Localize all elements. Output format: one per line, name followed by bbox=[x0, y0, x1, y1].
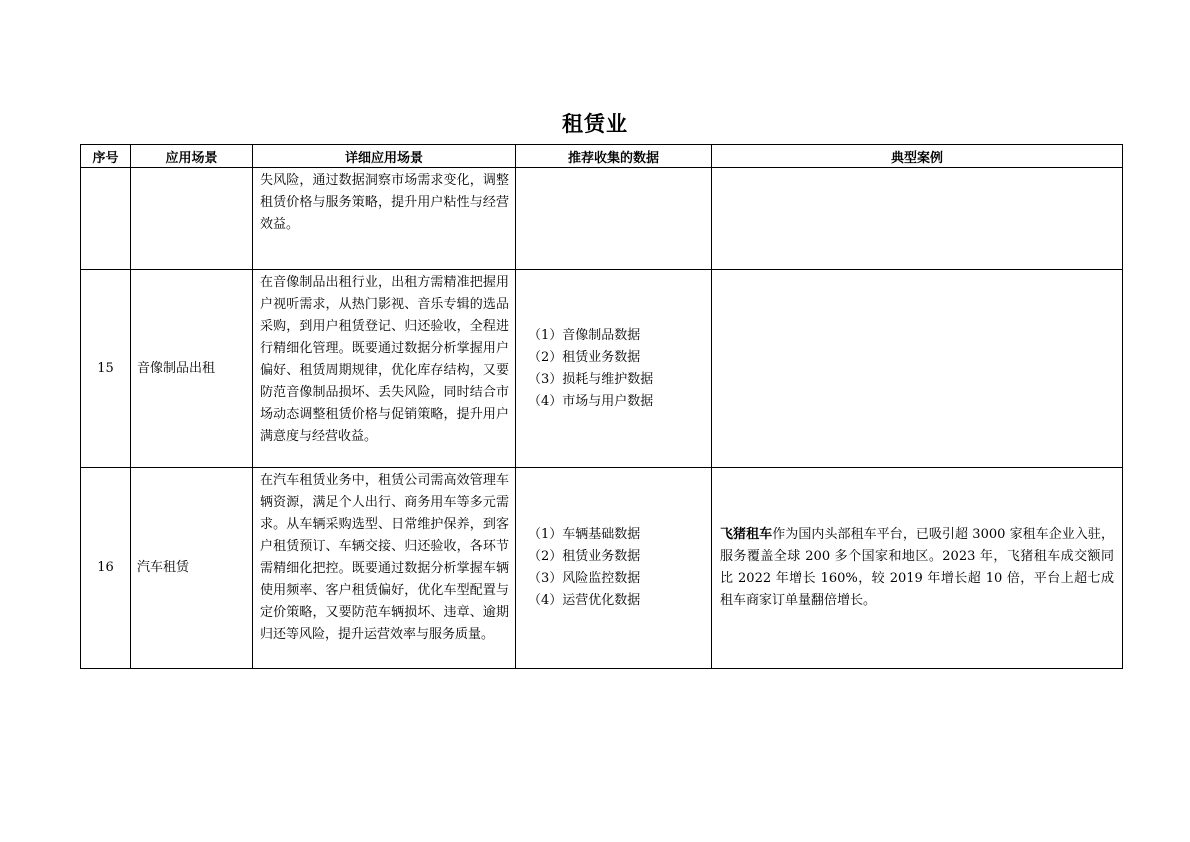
row-no bbox=[81, 168, 131, 270]
table-row bbox=[81, 168, 1123, 270]
row-scene bbox=[131, 168, 253, 270]
row-data bbox=[516, 168, 712, 270]
table-header-row bbox=[81, 145, 1123, 168]
row-detail: 在汽车租赁业务中，租赁公司需高效管理车辆资源，满足个人出行、商务用车等多元需求。从车辆采购选型、日常维护保养，到客户租赁预订、车辆交接、归还验收，各环节需精细化把控。既要通过数据分析掌握车辆使用频率、客户租赁偏好，优化车型配置与定价策略，又要防范车辆损坏、违章、逾期归还等风险，提升运营效率与服务质量。 bbox=[253, 468, 516, 669]
data-item: （4）市场与用户数据 bbox=[528, 393, 654, 409]
row-case bbox=[712, 270, 1123, 468]
data-item: （1）音像制品数据 bbox=[528, 327, 641, 343]
data-item: （4）运营优化数据 bbox=[528, 593, 641, 608]
row-no: 15 bbox=[81, 270, 131, 468]
case-description: 作为国内头部租车平台，已吸引超 3000 家租车企业入驻，服务覆盖全球 200 多个国家和地区。2023 年，飞猪租车成交额同比 2022 年增长 160%，较 2019 年增长超 10 倍，平台上超七成租车商家订单量翻倍增长。 bbox=[720, 527, 1114, 608]
row-scene: 音像制品出租 bbox=[131, 270, 253, 468]
header-detail: 详细应用场景 bbox=[253, 145, 516, 168]
data-item: （3）损耗与维护数据 bbox=[528, 371, 654, 387]
row-scene: 汽车租赁 bbox=[131, 468, 253, 669]
row-no: 16 bbox=[81, 468, 131, 669]
header-data: 推荐收集的数据 bbox=[516, 145, 712, 168]
header-case: 典型案例 bbox=[712, 145, 1123, 168]
header-no: 序号 bbox=[81, 145, 131, 168]
row-data bbox=[516, 468, 712, 669]
case-company-name: 飞猪租车 bbox=[720, 527, 773, 542]
table-row bbox=[81, 468, 1123, 669]
row-detail: 在音像制品出租行业，出租方需精准把握用户视听需求，从热门影视、音乐专辑的选品采购，到用户租赁登记、归还验收，全程进行精细化管理。既要通过数据分析掌握用户偏好、租赁周期规律，优化库存结构，又要防范音像制品损坏、丢失风险，同时结合市场动态调整租赁价格与促销策略，提升用户满意度与经营收益。 bbox=[253, 270, 516, 468]
data-item: （2）租赁业务数据 bbox=[528, 549, 641, 564]
page-title: 租赁业 bbox=[562, 112, 628, 136]
header-scene: 应用场景 bbox=[131, 145, 253, 168]
row-data bbox=[516, 270, 712, 468]
data-item: （1）车辆基础数据 bbox=[528, 527, 641, 542]
rental-industry-table bbox=[80, 144, 1123, 669]
row-detail: 失风险，通过数据洞察市场需求变化，调整租赁价格与服务策略，提升用户粘性与经营效益。 bbox=[253, 168, 516, 270]
row-case bbox=[712, 468, 1123, 669]
data-item: （3）风险监控数据 bbox=[528, 571, 641, 586]
table-row bbox=[81, 270, 1123, 468]
data-item: （2）租赁业务数据 bbox=[528, 349, 641, 365]
row-case bbox=[712, 168, 1123, 270]
